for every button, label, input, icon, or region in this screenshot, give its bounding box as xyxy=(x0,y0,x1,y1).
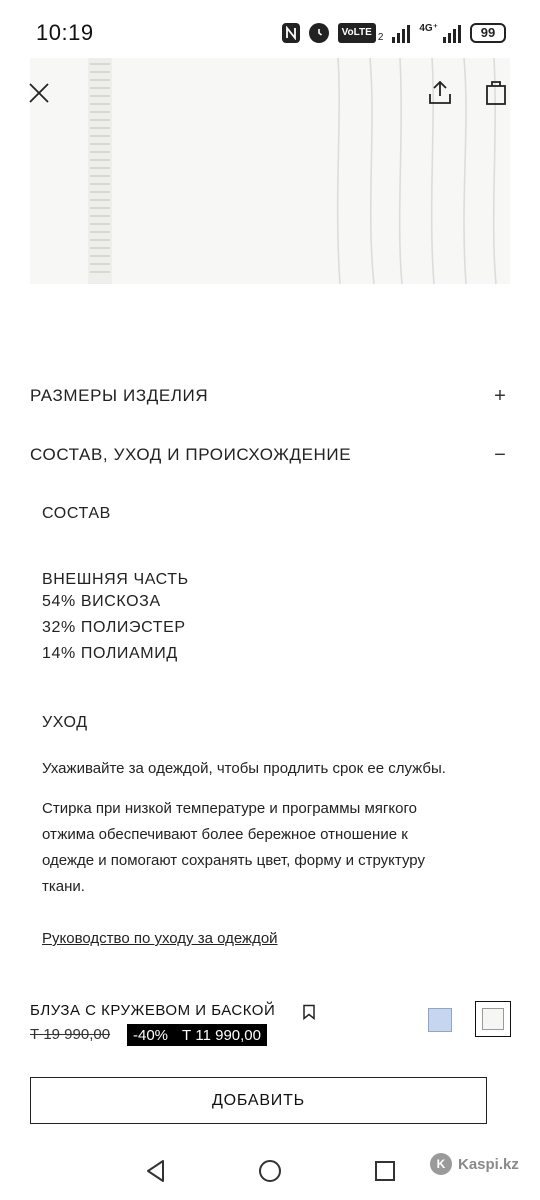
share-icon xyxy=(426,78,454,106)
kaspi-watermark-text: Kaspi.kz xyxy=(458,1155,519,1173)
close-icon xyxy=(26,80,52,106)
discount-percent: -40% xyxy=(133,1026,169,1044)
product-name: БЛУЗА С КРУЖЕВОМ И БАСКОЙ xyxy=(30,1002,276,1019)
accordion-sizes-label: РАЗМЕРЫ ИЗДЕЛИЯ xyxy=(30,386,209,405)
composition-item: 32% ПОЛИЭСТЕР xyxy=(42,619,186,636)
care-heading: УХОД xyxy=(42,714,88,731)
plus-icon: + xyxy=(494,384,506,407)
volte-icon: VoLTE xyxy=(338,23,376,43)
old-price: Т 19 990,00 xyxy=(30,1026,111,1043)
care-guide-link[interactable]: Руководство по уходу за одеждой xyxy=(42,930,278,947)
color-swatch-white-fill xyxy=(482,1008,504,1030)
shopping-bag-icon xyxy=(484,78,508,106)
nav-home-button[interactable] xyxy=(258,1159,282,1183)
nfc-icon xyxy=(282,23,300,43)
color-swatch-white[interactable] xyxy=(475,1001,511,1037)
signal-icon xyxy=(392,23,410,43)
sale-price-badge xyxy=(127,1024,267,1046)
accordion-composition[interactable] xyxy=(30,440,510,470)
new-price: Т 11 990,00 xyxy=(182,1026,261,1044)
shopping-bag-button[interactable] xyxy=(484,78,508,106)
care-paragraph-line: Стирка при низкой температуре и программы мягкого xyxy=(42,800,417,817)
close-button[interactable] xyxy=(26,80,52,106)
back-icon xyxy=(144,1158,168,1184)
home-icon xyxy=(258,1159,282,1183)
kaspi-watermark xyxy=(430,1153,519,1175)
alarm-icon xyxy=(309,23,329,43)
battery-icon: 99 xyxy=(470,23,506,43)
care-paragraph-2 xyxy=(42,796,512,900)
composition-item: 54% ВИСКОЗА xyxy=(42,593,161,610)
volte-sim-number: 2 xyxy=(377,32,384,43)
status-bar xyxy=(0,0,540,66)
composition-heading: СОСТАВ xyxy=(42,505,111,522)
network-type: 4G⁺ xyxy=(419,23,438,34)
composition-item: 14% ПОЛИАМИД xyxy=(42,645,178,662)
care-paragraph-line: отжима обеспечивают более бережное отношение к xyxy=(42,826,408,843)
share-button[interactable] xyxy=(426,78,454,106)
kaspi-logo-icon: K xyxy=(430,1153,452,1175)
care-paragraph-1: Ухаживайте за одеждой, чтобы продлить срок ее службы. xyxy=(42,760,446,777)
accordion-composition-label: СОСТАВ, УХОД И ПРОИСХОЖДЕНИЕ xyxy=(30,445,352,464)
recent-apps-icon xyxy=(374,1160,396,1182)
accordion-sizes[interactable] xyxy=(30,381,510,411)
signal-4g-icon xyxy=(443,23,461,43)
nav-recent-apps-button[interactable] xyxy=(374,1160,396,1182)
care-paragraph-line: ткани. xyxy=(42,878,85,895)
bookmark-icon xyxy=(302,1004,316,1020)
add-to-cart-button[interactable]: ДОБАВИТЬ xyxy=(30,1077,487,1124)
minus-icon: − xyxy=(494,443,506,466)
outer-part-label: ВНЕШНЯЯ ЧАСТЬ xyxy=(42,571,189,588)
care-paragraph-line: одежде и помогают сохранять цвет, форму и структуру xyxy=(42,852,425,869)
bookmark-button[interactable] xyxy=(302,1004,316,1020)
color-swatch-light-blue[interactable] xyxy=(428,1008,452,1032)
status-time: 10:19 xyxy=(36,20,94,45)
nav-back-button[interactable] xyxy=(144,1158,168,1184)
status-icons xyxy=(282,22,506,43)
